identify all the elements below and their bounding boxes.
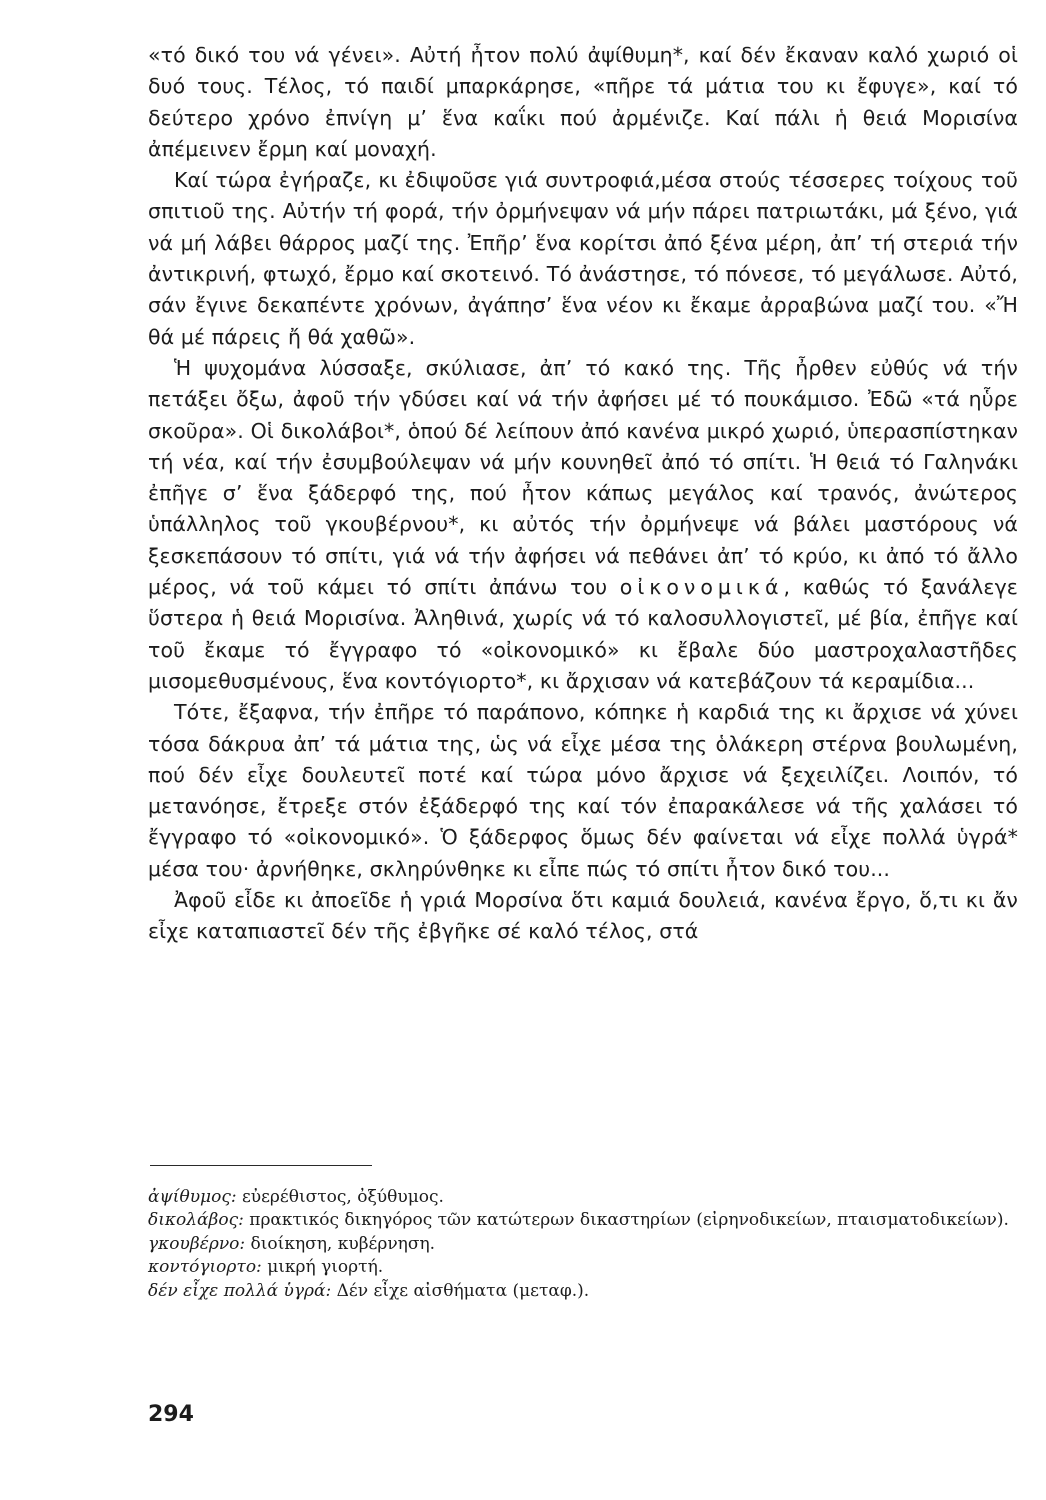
paragraph — [148, 353, 1018, 697]
footnote-term: ἀψίθυμος: — [148, 1187, 237, 1207]
footnote-term: κοντόγιορτο: — [148, 1257, 262, 1278]
paragraph — [148, 40, 1018, 165]
footnote-divider — [150, 1165, 372, 1166]
footnote — [148, 1256, 1028, 1279]
footnote-definition: εὐερέθιστος, ὀξύθυμος. — [241, 1187, 444, 1207]
footnote — [148, 1233, 1028, 1256]
paragraph — [148, 697, 1018, 885]
footnote-definition: πρακτικός δικηγόρος τῶν κατώτερων δικαστηρίων (εἰρηνοδικείων, πταισματοδικείων). — [249, 1210, 1009, 1231]
footnotes — [148, 1186, 1028, 1303]
footnote-term: δικολάβος: — [148, 1210, 244, 1231]
footnote-term: γκουβέρνο: — [148, 1233, 246, 1254]
text-segment: Καί τώρα ἐγήραζε, κι ἐδιψοῦσε γιά συντροφιά,μέσα στούς τέσσερες τοίχους τοῦ σπιτιοῦ της. Αὐτήν τή φορά, τήν ὀρμήνεψαν νά μήν πάρει πατριωτάκι, μά ξένο, γιά νά μή λάβει θάρρος μαζί της. Ἐπῆρ’ ἕνα κορίτσι ἀπό ξένα μέρη, ἀπ’ τή στεριά τήν ἀντικρινή, φτωχό, ἔρμο καί σκοτεινό. Τό ἀνάστησε, τό πόνεσε, τό μεγάλωσε. Αὐτό, σάν ἔγινε δεκαπέντε χρόνων, ἀγάπησ’ ἕνα νέον κι ἔκαμε ἀρραβώνα μαζί του. «Ἤ θά μέ πάρεις ἤ θά χαθῶ». — [148, 168, 1018, 349]
text-segment: Ἀφοῦ εἶδε κι ἀποεῖδε ἡ γριά Μορσίνα ὅτι καμιά δουλειά, κανένα ἔργο, ὅ,τι κι ἄν εἶχε καταπιαστεῖ δέν τῆς ἐβγῆκε σέ καλό τέλος, στά — [148, 888, 1018, 944]
footnote-definition: διοίκηση, κυβέρνηση. — [250, 1233, 436, 1254]
text-segment: Ἡ ψυχομάνα λύσσαξε, σκύλιασε, ἀπ’ τό κακό της. Τῆς ἦρθεν εὐθύς νά τήν πετάξει ὄξω, ἀφοῦ τήν γδύσει καί νά τήν ἀφήσει μέ τό πουκάμισο. Ἐδῶ «τά ηὗρε σκοῦρα». Οἱ δικολάβοι*, ὁπού δέ λείπουν ἀπό κανένα μικρό χωριό, ὑπερασπίστηκαν τή νέα, καί τήν ἐσυμβούλεψαν νά μήν κουνηθεῖ ἀπό τό σπίτι. Ἡ θειά τό Γαληνάκι ἐπῆγε σ’ ἕνα ξάδερφό της, πού ἦτον κάπως μεγάλος καί τρανός, ἀνώτερος ὑπάλληλος τοῦ γκουβέρνου*, κι αὐτός τήν ὀρμήνεψε νά βάλει μαστόρους νά ξεσκεπάσουν τό σπίτι, γιά νά τήν ἀφήσει νά πεθάνει ἀπ’ τό κρύο, κι ἀπό τό ἄλλο μέρος, νά τοῦ κάμει τό σπίτι ἀπάνω του — [148, 355, 1018, 600]
page-number: 294 — [148, 1402, 194, 1427]
paragraph — [148, 165, 1018, 353]
footnote — [148, 1186, 1028, 1209]
text-segment: «τό δικό του νά γένει». Αὐτή ἦτον πολύ ἀψίθυμη*, καί δέν ἔκαναν καλό χωριό οἱ δυό τους. Τέλος, τό παιδί μπαρκάρησε, «πῆρε τά μάτια του κι ἔφυγε», καί τό δεύτερο χρόνο ἐπνίγη μ’ ἕνα καΐκι πού ἀρμένιζε. Καί πάλι ἡ θειά Μορισίνα ἀπέμεινεν ἔρμη καί μοναχή. — [148, 43, 1018, 161]
text-segment: , καθώς τό ξανάλεγε ὕστερα ἡ θειά Μορισίνα. Ἀληθινά, χωρίς νά τό καλοσυλλογιστεῖ, μέ βία, ἐπῆγε καί τοῦ ἔκαμε τό ἔγγραφο τό «οἰκονομικό» κι ἔβαλε δύο μαστροχαλαστῆδες μισομεθυσμένους, ἕνα κοντόγιορτο*, κι ἄρχισαν νά κατεβάζουν τά κεραμίδια... — [148, 575, 1018, 693]
footnote — [148, 1209, 1028, 1232]
text-segment: Τότε, ἔξαφνα, τήν ἐπῆρε τό παράπονο, κόπηκε ἡ καρδιά της κι ἄρχισε νά χύνει τόσα δάκρυα ἀπ’ τά μάτια της, ὡς νά εἶχε μέσα της ὁλάκερη στέρνα βουλωμένη, πού δέν εἶχε δουλευτεῖ ποτέ καί τώρα μόνο ἄρχισε νά ξεχειλίζει. Λοιπόν, τό μετανόησε, ἔτρεξε στόν ἐξάδερφό της καί τόν ἐπαρακάλεσε νά τῆς χαλάσει τό ἔγγραφο τό «οἰκονομικό». Ὁ ξάδερφος ὅμως δέν φαίνεται νά εἶχε πολλά ὑγρά* μέσα του· ἀρνήθηκε, σκληρύνθηκε κι εἶπε πώς τό σπίτι ἦτον δικό του... — [148, 700, 1018, 881]
footnote-definition: Δέν εἶχε αἰσθήματα (μεταφ.). — [336, 1280, 590, 1301]
footnote-term: δέν εἶχε πολλά ὑγρά: — [148, 1280, 332, 1301]
footnote-definition: μικρή γιορτή. — [267, 1257, 384, 1278]
main-text — [148, 40, 1018, 948]
footnote — [148, 1280, 1028, 1303]
paragraph — [148, 885, 1018, 948]
spaced-emphasis: οἰκονομικά — [619, 575, 784, 600]
